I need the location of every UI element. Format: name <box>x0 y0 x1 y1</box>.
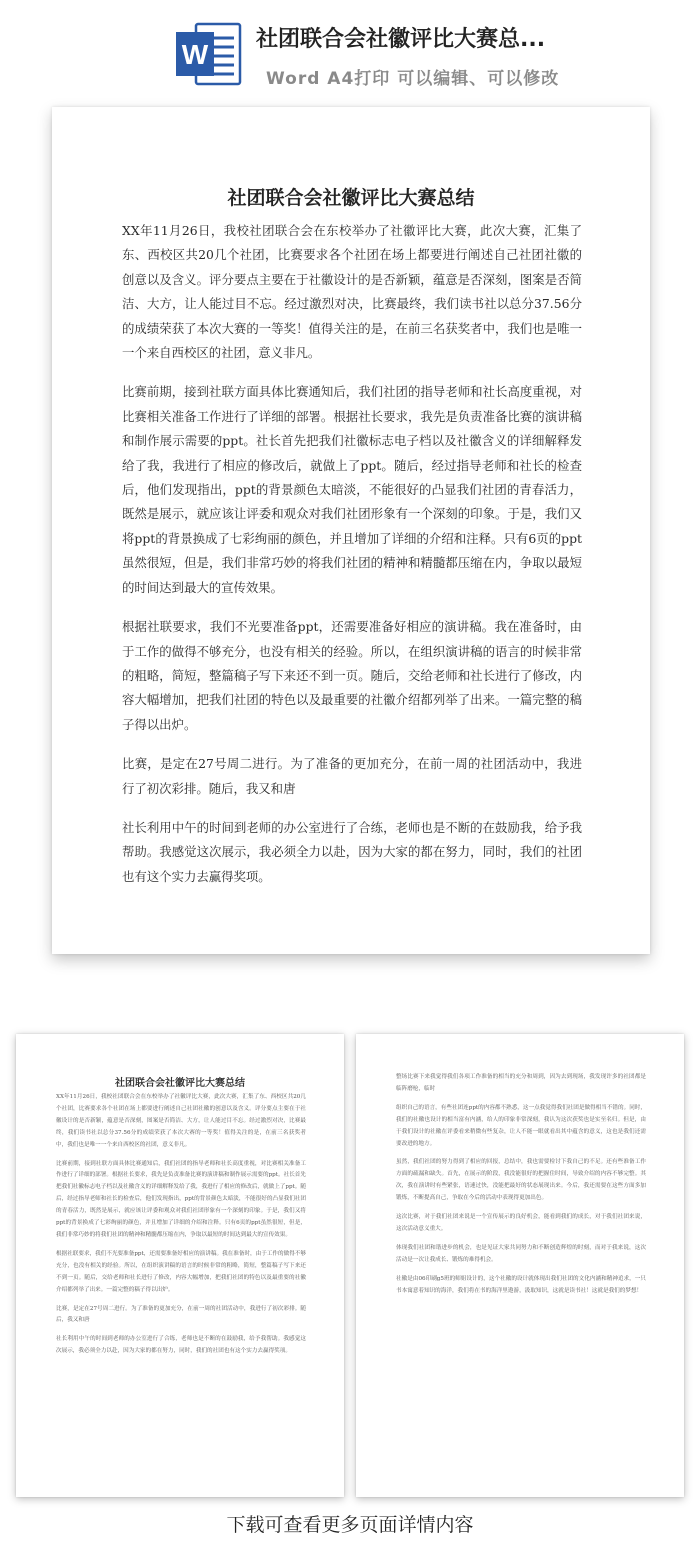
thumbnail-paragraph: 整场比赛下来我觉得我们各项工作准备的相当的充分和周到，因为去到现场，我发现许多的社团都是临阵磨枪，临时 <box>396 1074 646 1092</box>
svg-text:W: W <box>181 39 209 70</box>
download-hint[interactable]: 下载可查看更多页面详情内容 <box>226 1514 474 1536</box>
paragraph: 比赛前期，接到社联方面具体比赛通知后，我们社团的指导老师和社长高度重视，对比赛相关准备工作进行了详细的部署。根据社长要求，我先是负责准备比赛的演讲稿和制作展示需要的ppt。社长首先把我们社徽标志电子档以及社徽含义的详细解释发给了我，我进行了相应的修改后，就做上了ppt。随后，经过指导老师和社长的检查后，他们发现指出，ppt的背景颜色太暗淡，不能很好的凸显我们社团的青春活力，既然是展示，就应该让评委和观众对我们社团形象有一个深刻的印象。于是，我们又将ppt的背景换成了七彩绚丽的颜色，并且增加了详细的介绍和注释。只有6页的ppt虽然很短，但是，我们非常巧妙的将我们社团的精神和精髓都压缩在内，争取以最短的时间达到最大的宣传效果。 <box>122 384 582 595</box>
thumbnail-paragraph: 根据社联要求，我们不光要准备ppt，还需要准备好相应的演讲稿。我在准备时，由于工作的做得不够充分，也没有相关的经验。所以，在组织演讲稿的语言的时候非常的粗略，简短，整篇稿子写下来还不到一页。随后，交给老师和社长进行了修改，内容大幅增加，把我们社团的特色以及最重要的社徽介绍都列举了出来。一篇完整的稿子得以出炉。 <box>56 1250 306 1293</box>
thumbnail-body <box>396 1072 646 1305</box>
thumbnail-paragraph: 社长利用中午的时间到老师的办公室进行了合练，老师也是不断的在鼓励我，给予我帮助。我感觉这次展示，我必须全力以赴，因为大家的都在努力，同时，我们的社团也有这个实力去赢得奖项。 <box>56 1336 306 1355</box>
thumbnail-paragraph: 比赛前期，接到社联方面具体比赛通知后，我们社团的指导老师和社长高度重视，对比赛相关准备工作进行了详细的部署。根据社长要求，我先是负责准备比赛的演讲稿和制作展示需要的ppt。社长首先把我们社徽标志电子档以及社徽含义的详细解释发给了我，我进行了相应的修改后，就做上了ppt。随后，经过指导老师和社长的检查后，他们发现指出，ppt的背景颜色太暗淡，不能很好的凸显我们社团的青春活力，既然是展示，就应该让评委和观众对我们社团形象有一个深刻的印象。于是，我们又将ppt的背景换成了七彩绚丽的颜色，并且增加了详细的介绍和注释。只有6页的ppt虽然很短，但是，我们非常巧妙的将我们社团的精神和精髓都压缩在内，争取以最短的时间达到最大的宣传效果。 <box>56 1160 306 1238</box>
thumbnail-paragraph: 组织自己的语言，有些社团连ppt的内容都不熟悉，这一点我觉得我们社团是做得相当不错的。同时，我们的社徽也设计的相当富有内涵，给人的印象非常深刻，我认为这次获奖也是实至名归。但是，由于我们设计的社徽在评委看来稍微有些复杂，让人不能一眼就看出其中蕴含的意义，这也是我们还需要改进的地方。 <box>396 1104 646 1147</box>
paragraph: 根据社联要求，我们不光要准备ppt，还需要准备好相应的演讲稿。我在准备时，由于工作的做得不够充分，也没有相关的经验。所以，在组织演讲稿的语言的时候非常的粗略，简短，整篇稿子写下来还不到一页。随后，交给老师和社长进行了修改，内容大幅增加，把我们社团的特色以及最重要的社徽介绍都列举了出来。一篇完整的稿子得以出炉。 <box>122 619 582 732</box>
header <box>0 0 700 100</box>
paragraph: 社长利用中午的时间到老师的办公室进行了合练，老师也是不断的在鼓励我，给予我帮助。我感觉这次展示，我必须全力以赴，因为大家的都在努力，同时，我们的社团也有这个实力去赢得奖项。 <box>122 819 582 884</box>
thumbnail-paragraph: 比赛，是定在27号周二进行。为了准备的更加充分，在前一周的社团活动中，我进行了初次彩排。随后，我又和唐 <box>56 1305 306 1324</box>
page-thumbnail-1[interactable] <box>16 1034 344 1497</box>
thumbnail-paragraph: XX年11月26日，我校社团联合会在东校举办了社徽评比大赛，此次大赛，汇集了东、西校区共20几个社团，比赛要求各个社团在场上都要进行阐述自己社团社徽的创意以及含义。评分要点主要在于社徽设计的是否新颖，蕴意是否深刻，图案是否简洁、大方，让人能过目不忘。经过激烈对决，比赛最终，我们读书社以总分37.56分的成绩荣获了本次大赛的一等奖！值得关注的是，在前三名获奖者中，我们也是唯一一个来自西校区的社团，意义非凡。 <box>56 1094 306 1148</box>
page-body <box>122 219 582 904</box>
page-thumbnail-2[interactable] <box>356 1034 684 1497</box>
document-page-preview <box>52 107 650 954</box>
document-subtitle: Word A4打印 可以编辑、可以修改 <box>266 69 560 89</box>
thumbnail-paragraph: 体现我们社团和谐进步的机会，也是见证大家共同努力和不断创造辉煌的时刻，而对于我来说，这次活动是一次让我成长、锻炼的难得机会。 <box>396 1244 646 1263</box>
thumbnail-paragraph: 社徽是由06印刷g5班的师姐设计的，这个社徽的设计就体现出我们社团的文化内涵和精神追求，一只书本寓意着知识的海洋，我们将在书的海洋里遨游，汲取知识，这就是读书社！这就是我们的梦想！ <box>396 1275 646 1294</box>
page-title: 社团联合会社徽评比大赛总结 <box>227 187 475 209</box>
paragraph: XX年11月26日，我校社团联合会在东校举办了社徽评比大赛，此次大赛，汇集了东、西校区共20几个社团，比赛要求各个社团在场上都要进行阐述自己社团社徽的创意以及含义。评分要点主要在于社徽设计的是否新颖，蕴意是否深刻，图案是否简洁、大方，让人能过目不忘。经过激烈对决，比赛最终，我们读书社以总分37.56分的成绩荣获了本次大赛的一等奖！值得关注的是，在前三名获奖者中，我们也是唯一一个来自西校区的社团，意义非凡。 <box>122 223 582 361</box>
thumbnail-paragraph: 虽然，我们社团的努力得到了相应的回报，总结中，我也需要检讨下我自己的不足。还有些准备工作方面的疏漏和缺失。首先，在展示的阶段，我没能很好的把握住时间，导致介绍的内容不够完整。其次，我在演讲时有些紧张，语速过快，没能把最好的状态展现出来。今后，我还需要在这些方面多加锻炼，不断提高自己，争取在今后的活动中表现得更加出色。 <box>396 1159 646 1202</box>
word-doc-icon <box>174 20 242 88</box>
paragraph: 比赛，是定在27号周二进行。为了准备的更加充分，在前一周的社团活动中，我进行了初次彩排。随后，我又和唐 <box>122 756 582 796</box>
thumbnail-title: 社团联合会社徽评比大赛总结 <box>115 1078 245 1089</box>
thumbnail-paragraph: 这次比赛，对于我们社团来说是一个宣传展示的良好机会，能看到我们的成长，对于我们社团来说，这次活动意义重大。 <box>396 1214 646 1232</box>
thumbnail-body <box>56 1092 306 1365</box>
document-title: 社团联合会社徽评比大赛总... <box>256 27 546 52</box>
